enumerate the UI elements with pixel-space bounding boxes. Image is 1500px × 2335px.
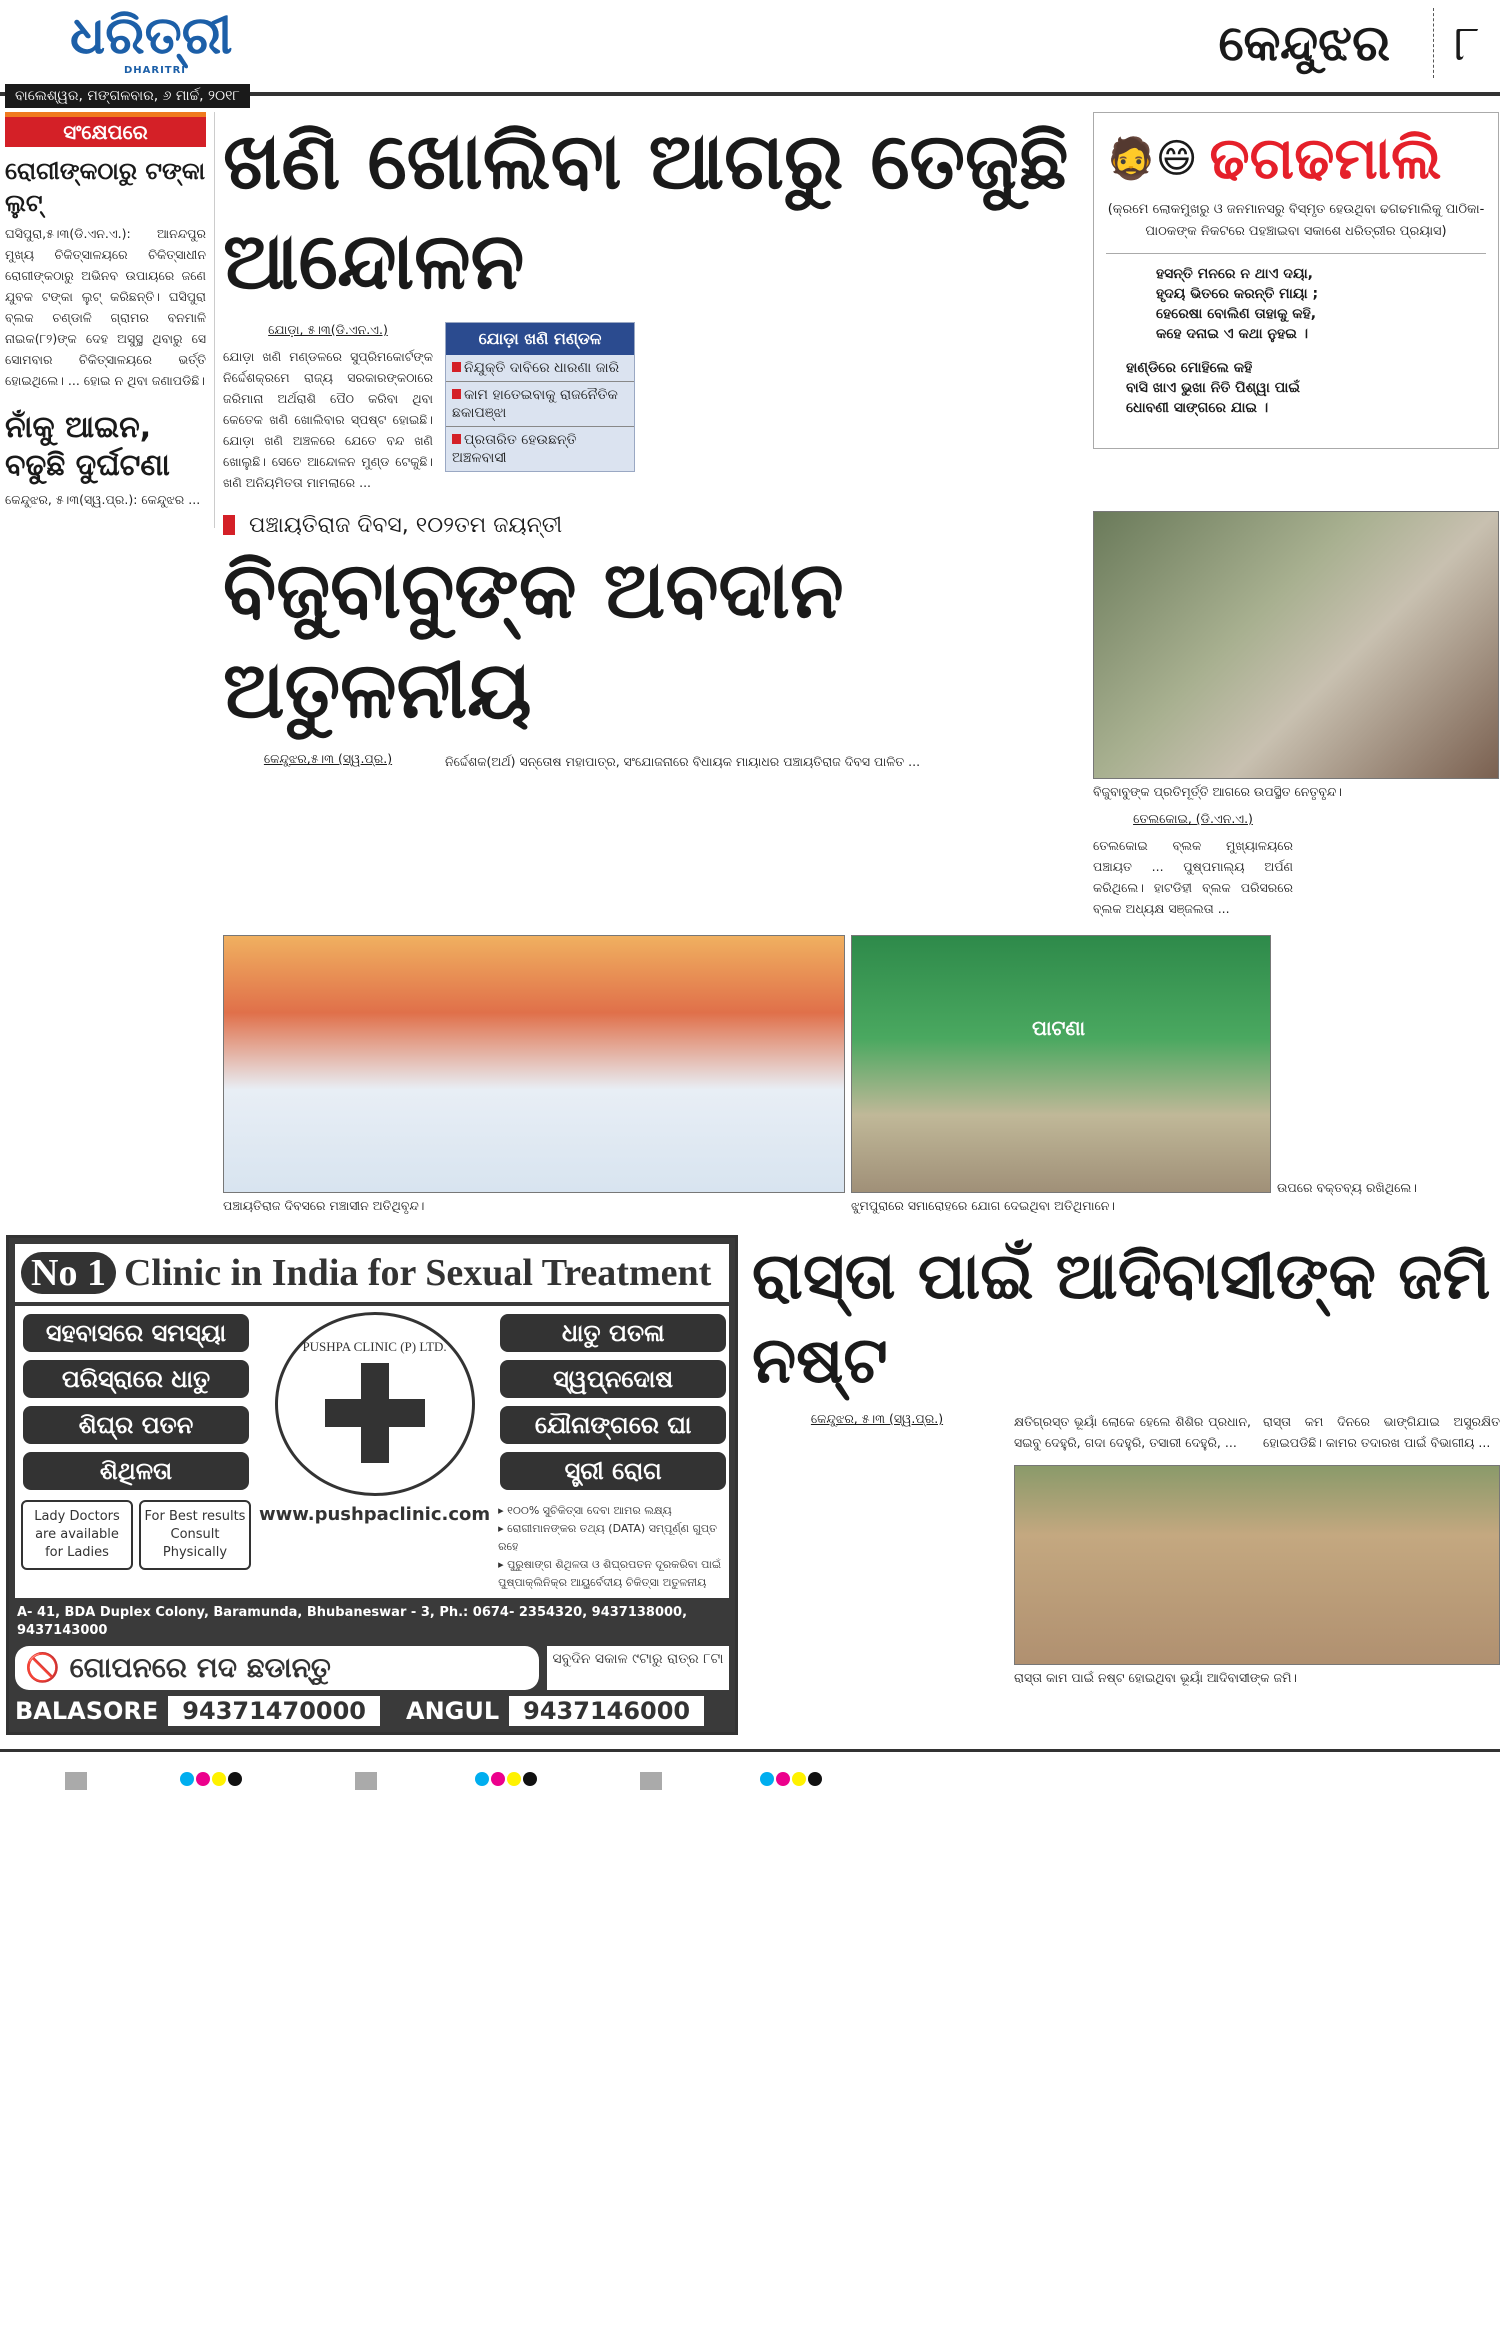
story3-col xyxy=(752,1411,1002,1435)
registration-mark xyxy=(65,1772,87,1790)
ad-phone: 9437146000 xyxy=(509,1696,704,1726)
magenta-mark xyxy=(196,1772,210,1786)
brief-body: କେନ୍ଦୁଝର, ୫।୩(ସ୍ୱ.ପ୍ର.): କେନ୍ଦୁଝର ... xyxy=(5,492,201,507)
ad-bullets xyxy=(498,1502,728,1592)
ad-center xyxy=(259,1312,490,1592)
ad-city: ANGUL xyxy=(406,1697,500,1725)
yellow-mark xyxy=(212,1772,226,1786)
ad-right-items xyxy=(498,1312,728,1592)
brief-headline: ନାଁକୁ ଆଇନ, ବଢୁଛି ଦୁର୍ଘଟଣା xyxy=(5,410,170,483)
registration-mark xyxy=(355,1772,377,1790)
sidebar-point: ପ୍ରତାରିତ ହେଉଛନ୍ତି ଅଞ୍ଚଳବାସୀ xyxy=(446,427,634,471)
brief-item xyxy=(5,409,206,510)
ad-item: ଶିଘ୍ର ପତନ xyxy=(21,1404,251,1446)
story2-kicker: ପଞ୍ଚାୟତିରାଜ ଦିବସ, ୧୦୨ତମ ଜୟନ୍ତୀ xyxy=(223,511,1083,541)
cross-icon xyxy=(325,1363,425,1463)
story3-body: ରାସ୍ତା କମ ଦିନରେ ଭାଙ୍ଗିଯାଇ ଅସୁରକ୍ଷିତ ହୋଇପଡିଛି। କାମର ତଦାରଖ ପାଇଁ ବିଭାଗୀୟ ... xyxy=(1263,1414,1500,1450)
yellow-mark xyxy=(507,1772,521,1786)
ad-slogan-row xyxy=(15,1646,729,1690)
ad-bullet: ▸ ପୁରୁଷାଙ୍ଗ ଶିଥିଳତା ଓ ଶିଘ୍ରପତନ ଦୂରକରିବା ପାଇଁ ପୁଷ୍ପାକ୍ଲିନିକ୍‌ର ଆୟୁର୍ବେଦୀୟ ଚିକିତ୍ସା ଅତୁଳନୀୟ xyxy=(498,1556,728,1592)
story1-row xyxy=(223,112,1500,493)
brief-headline: ରୋଗୀଙ୍କଠାରୁ ଟଙ୍କା ଲୁଟ୍ xyxy=(5,157,206,217)
ad-item: ଶିଥିଳତା xyxy=(21,1450,251,1492)
district-name: କେନ୍ଦୁଝର xyxy=(1218,14,1390,72)
clinic-advertisement xyxy=(6,1235,738,1735)
ad-headline-text: Clinic in India for Sexual Treatment xyxy=(123,1252,712,1294)
briefs-tag: ସଂକ୍ଷେପରେ xyxy=(5,112,206,147)
ad-phone: 94371470000 xyxy=(168,1696,380,1726)
cyan-mark xyxy=(180,1772,194,1786)
bottom-row xyxy=(0,1235,1500,1735)
story1-headline: ଖଣି ଖୋଲିବା ଆଗରୁ ତେଜୁଛି ଆନ୍ଦୋଳନ xyxy=(223,117,1069,307)
registration-mark xyxy=(640,1772,662,1790)
cartoon-faces-icon: 🧔😄 xyxy=(1106,135,1198,182)
brief-item xyxy=(5,155,206,391)
ad-slogan xyxy=(15,1646,539,1690)
ad-item: ସହବାସରେ ସମସ୍ୟା xyxy=(21,1312,251,1354)
ad-item: ସ୍ତ୍ରୀ ରୋଗ xyxy=(498,1450,728,1492)
story3-headline: ରାସ୍ତା ପାଇଁ ଆଦିବାସୀଙ୍କ ଜମି ନଷ୍ଟ xyxy=(752,1240,1491,1398)
magenta-mark xyxy=(491,1772,505,1786)
dhagadhamali-header xyxy=(1106,123,1486,193)
verse2 xyxy=(1126,358,1486,418)
ad-item: ସ୍ୱପ୍ନଦୋଷ xyxy=(498,1358,728,1400)
verse-line: ବାସି ଖାଏ ଭୁଖା ନିତି ପିଶ୍ୱା ପାଇଁ xyxy=(1126,380,1301,396)
story2-sub xyxy=(1093,811,1293,919)
content-area xyxy=(215,112,1500,1215)
cyan-mark xyxy=(760,1772,774,1786)
statue-gathering-photo xyxy=(1093,511,1499,779)
sub-body: ତେଲକୋଇ ବ୍ଲକ ମୁଖ୍ୟାଳୟରେ ପଞ୍ଚାୟତ ... ପୁଷ୍ପମାଲ୍ୟ ଅର୍ପଣ କରିଥିଲେ। ହାଟଡିହୀ ବ୍ଲକ ପରିସରରେ ବ୍ଲକ ଅଧ୍ୟକ୍ଷ ସଞ୍ଜଲତା ... xyxy=(1093,838,1293,916)
photo-caption: ବିଜୁବାବୁଙ୍କ ପ୍ରତିମୂର୍ତ୍ତି ଆଗରେ ଉପସ୍ଥିତ ନେତୃବୃନ୍ଦ। xyxy=(1093,784,1342,799)
clinic-logo xyxy=(275,1312,475,1496)
verse-line: ହେରେଷା ବୋଲିଣ ତାହାକୁ କହି, xyxy=(1156,306,1317,322)
story3 xyxy=(746,1235,1500,1687)
story1-columns xyxy=(223,322,1083,493)
body-text-end: ଉପରେ ବକ୍ତବ୍ୟ ରଖିଥିଲେ। xyxy=(1277,1180,1417,1195)
ad-phones xyxy=(15,1696,729,1726)
sidebar-title: ଯୋଡ଼ା ଖଣି ମଣ୍ଡଳ xyxy=(446,323,634,355)
magenta-mark xyxy=(776,1772,790,1786)
story1-sidebar xyxy=(445,322,635,472)
clinic-logo-text: PUSHPA CLINIC (P) LTD. xyxy=(302,1339,447,1354)
logo-en: DHARITRI xyxy=(123,65,187,76)
photo-caption: ଝୁମପୁରାରେ ସମାରୋହରେ ଯୋଗ ଦେଇଥିବା ଅତିଥିମାନେ। xyxy=(851,1198,1115,1213)
story3-body: କ୍ଷତିଗ୍ରସ୍ତ ଭୂୟାଁ ଲୋକେ ହେଲେ ଶିଶିର ପ୍ରଧାନ, ସଇବୁ ଦେହୁରି, ଗଦା ଦେହୁରି, ତସାରୀ ଦେହୁରି, ... xyxy=(1014,1414,1251,1450)
photo-block xyxy=(223,935,845,1215)
dhagadhamali-intro: (କ୍ରମେ ଲୋକମୁଖରୁ ଓ ଜନମାନସରୁ ବିସ୍ମୃତ ହେଉଥିବା ଢଗଢମାଲିକୁ ପାଠିକା-ପାଠକଙ୍କ ନିକଟରେ ପହଞ୍ଚାଇବା ସକାଶେ ଧରିତ୍ରୀର ପ୍ରୟାସ) xyxy=(1106,199,1486,254)
sub-dateline: ତେଲକୋଇ, (ଡି.ଏନ.ଏ.) xyxy=(1133,811,1253,826)
footer xyxy=(0,1749,1500,1789)
dais-photo xyxy=(223,935,845,1193)
logo-text: ଧରିତ୍ରୀ xyxy=(70,6,233,66)
story3-photo-block xyxy=(1014,1465,1500,1687)
damaged-land-photo xyxy=(1014,1465,1500,1665)
ad-item: ଯୌନାଙ୍ଗରେ ଘା xyxy=(498,1404,728,1446)
sidebar-point: ନିଯୁକ୍ତି ଦାବିରେ ଧାରଣା ଜାରି xyxy=(446,355,634,382)
no-alcohol-icon: 🚫 xyxy=(25,1651,60,1684)
black-mark xyxy=(808,1772,822,1786)
verse-line: ହାଣ୍ଡିରେ ମୋହିଲେ କହି xyxy=(1126,360,1253,376)
verse xyxy=(1156,264,1486,344)
banner-text: ପାଟଣା xyxy=(1032,1016,1086,1040)
photo-caption: ପଞ୍ଚାୟତିରାଜ ଦିବସରେ ମଞ୍ଚାସୀନ ଅତିଥିବୃନ୍ଦ। xyxy=(223,1198,425,1213)
consult-note: For Best results Consult Physically xyxy=(139,1500,251,1570)
story2-body: ନିର୍ଦ୍ଦେଶକ(ଅର୍ଥ) ସନ୍ତୋଷ ମହାପାତ୍ର, ସଂଯୋଜନାରେ ବିଧାୟକ ମାୟାଧର ପଞ୍ଚାୟତିରାଜ ଦିବସ ପାଳିତ ... xyxy=(445,754,921,769)
verse-line: ହୃଦୟ ଭିତରେ କରନ୍ତି ମାୟା ; xyxy=(1156,286,1319,302)
cyan-mark xyxy=(475,1772,489,1786)
ad-notes xyxy=(21,1500,251,1570)
ad-body xyxy=(15,1306,729,1598)
story2-col xyxy=(445,751,1083,772)
dhagadhamali-title: ଢଗଢମାଲି xyxy=(1209,124,1442,192)
story2-photos xyxy=(223,935,1500,1215)
verse-line: କହେ ଦନାଇ ଏ କଥା ନୁହଇ । xyxy=(1156,326,1309,342)
photo-caption: ରାସ୍ତା କାମ ପାଇଁ ନଷ୍ଟ ହୋଇଥିବା ଭୂୟାଁ ଆଦିବାସୀଙ୍କ ଜମି। xyxy=(1014,1670,1298,1685)
verse-line: ଧୋବଣୀ ସାଙ୍ଗରେ ଯାଇ । xyxy=(1126,400,1269,416)
lady-doctors-note: Lady Doctors are available for Ladies xyxy=(21,1500,133,1570)
brief-body: ଘସିପୁରା,୫।୩(ଡି.ଏନ.ଏ.): ଆନନ୍ଦପୁର ମୁଖ୍ୟ ଚିକିତ୍ସାଳୟରେ ଚିକିତ୍ସାଧୀନ ରୋଗୀଙ୍କଠାରୁ ଅଭିନବ ଉପାୟରେ ଜଣେ ଯୁବକ ଟଙ୍କା ଲୁଟ୍ କରିଛନ୍ତି। ଘସିପୁରା ବ୍ଲକ ଚଣ୍ଡାଳି ଗ୍ରାମର ବନମାଳି ନାଇକ(୮୨)ଙ୍କ ଦେହ ଅସୁସ୍ଥ ଥିବାରୁ ସେ ସୋମବାର ଚିକିତ୍ସାଳୟରେ ଭର୍ତ୍ତି ହୋଇଥିଲେ। ... ହୋଇ ନ ଥିବା ଜଣାପଡିଛି। xyxy=(5,226,206,388)
story2-side xyxy=(1093,511,1499,919)
story2-columns xyxy=(223,751,1083,775)
ad-left-items xyxy=(21,1312,251,1592)
yellow-mark xyxy=(792,1772,806,1786)
ad-website[interactable]: www.pushpaclinic.com xyxy=(259,1504,491,1525)
page-number: ୮ xyxy=(1433,8,1480,78)
story2-dateline: କେନ୍ଦୁଝର,୫।୩ (ସ୍ୱ.ପ୍ର.) xyxy=(263,751,393,766)
story3-col xyxy=(1014,1411,1251,1453)
story1-col xyxy=(223,322,433,493)
ad-slogan-text: ଗୋପନରେ ମଦ ଛଡାନ୍ତୁ xyxy=(69,1651,331,1684)
sidebar-point: କାମ ହାତେଇବାକୁ ରାଜନୈତିକ ଛକାପଞ୍ଝା xyxy=(446,382,634,427)
briefs-column xyxy=(0,112,215,528)
verse-line: ହସନ୍ତି ମନରେ ନ ଥାଏ ଦୟା, xyxy=(1156,266,1314,282)
ad-item: ଧାତୁ ପତଳା xyxy=(498,1312,728,1354)
body-end-block xyxy=(1277,935,1500,1215)
ceremony-photo xyxy=(851,935,1271,1193)
story1-body: ଯୋଡ଼ା ଖଣି ମଣ୍ଡଳରେ ସୁପ୍ରିମକୋର୍ଟଙ୍କ ନିର୍ଦ୍ଦେଶକ୍ରମେ ରାଜ୍ୟ ସରକାରଙ୍କଠାରେ ଜରିମାନା ଅର୍ଥରାଶି ପୈଠ କରିବା ଥିବା କେତେକ ଖଣି ଖୋଲିବାର ସ୍ପଷ୍ଟ ହୋଇଛି। ଯୋଡ଼ା ଖଣି ଅଞ୍ଚଳରେ ଯେତେ ବନ୍ଦ ଖଣି ଖୋଲୁଛି। ସେତେ ଆନ୍ଦୋଳନ ମୁଣ୍ଡ ଟେକୁଛି। ଖଣି ଅନିୟମିତତା ମାମଲାରେ ... xyxy=(223,349,433,490)
black-mark xyxy=(523,1772,537,1786)
masthead xyxy=(0,0,1500,112)
story1 xyxy=(223,112,1083,493)
ad-bullet: ▸ ୧୦୦% ସୁଚିକିତ୍ସା ଦେବା ଆମର ଲକ୍ଷ୍ୟ xyxy=(498,1502,728,1520)
black-mark xyxy=(228,1772,242,1786)
story2 xyxy=(223,493,1083,775)
story3-dateline: କେନ୍ଦୁଝର, ୫।୩ (ସ୍ୱ.ପ୍ର.) xyxy=(810,1411,944,1426)
dateline-bar: ବାଲେଶ୍ୱର, ମଙ୍ଗଳବାର, ୬ ମାର୍ଚ୍ଚ, ୨୦୧୮ xyxy=(5,84,250,108)
ad-item: ପରିସ୍ରାରେ ଧାତୁ xyxy=(21,1358,251,1400)
ad-bullet: ▸ ରୋଗୀମାନଙ୍କର ତଥ୍ୟ (DATA) ସମ୍ପୂର୍ଣ୍ଣ ଗୁପ୍ତ ରହେ xyxy=(498,1520,728,1556)
cross-icon-bar xyxy=(325,1399,425,1427)
dhagadhamali-box xyxy=(1093,112,1499,449)
ad-headline xyxy=(15,1244,729,1302)
story1-dateline: ଯୋଡ଼ା, ୫।୩(ଡି.ଏନ.ଏ.) xyxy=(268,322,388,337)
story3-columns xyxy=(752,1411,1500,1453)
story3-col xyxy=(1263,1411,1500,1453)
ad-city: BALASORE xyxy=(15,1697,159,1725)
story2-col xyxy=(223,751,433,775)
ad-badge: No 1 xyxy=(21,1252,116,1294)
ad-hours: ସବୁଦିନ ସକାଳ ୯ଟାରୁ ରାତ୍ର ୮ଟା xyxy=(547,1646,729,1690)
story2-row xyxy=(223,493,1500,919)
page-body xyxy=(0,112,1500,1215)
story2-headline: ବିଜୁବାବୁଙ୍କ ଅବଦାନ ଅତୁଳନୀୟ xyxy=(223,546,844,736)
newspaper-logo xyxy=(70,6,240,76)
ad-address: A- 41, BDA Duplex Colony, Baramunda, Bhubaneswar - 3, Ph.: 0674- 2354320, 9437138000, 9437143000 xyxy=(17,1605,688,1638)
photo-block xyxy=(851,935,1271,1215)
